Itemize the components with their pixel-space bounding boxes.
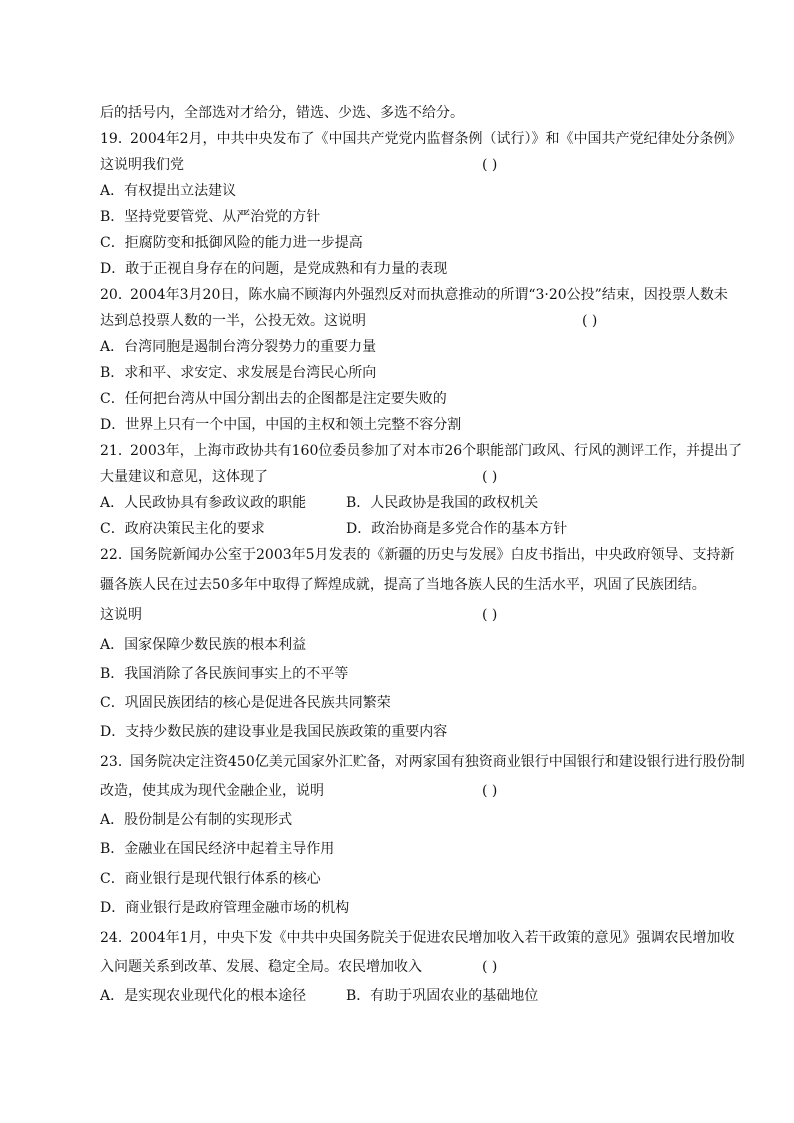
question-number: 24． (100, 930, 132, 946)
stem-line: 2003年，上海市政协共有160位委员参加了对本市26个职能部门政风、行风的测评工作，并提出了 (130, 443, 743, 459)
question-24-stem-2 (100, 957, 422, 979)
option-a: A．人民政协具有参政议政的职能 (100, 495, 307, 511)
option-row-cd (100, 519, 660, 541)
question-20-stem-2 (100, 311, 366, 333)
question-number: 19． (100, 131, 132, 147)
question-22-stem (100, 545, 735, 567)
question-23-stem-2 (100, 781, 324, 803)
question-23-stem (100, 752, 745, 774)
answer-blank: ( ) (482, 607, 498, 623)
stem-line: 国务院新闻办公室于2003年5月发表的《新疆的历史与发展》白皮书指出，中央政府领导、支持新 (130, 547, 735, 563)
option-b: B．求和平、求安定、求发展是台湾民心所向 (100, 365, 377, 381)
question-20-stem (100, 285, 728, 307)
stem-line: 2004年1月，中央下发《中共中央国务院关于促进农民增加收入若干政策的意见》强调农民增加收 (130, 930, 735, 946)
question-22-stem-3 (100, 605, 142, 627)
option-c: C．任何把台湾从中国分割出去的企图都是注定要失败的 (100, 391, 447, 407)
stem-line: 改造，使其成为现代金融企业，说明 (100, 783, 324, 799)
question-21-stem-2 (100, 467, 268, 489)
question-21-stem (100, 441, 742, 463)
option-d: D．支持少数民族的建设事业是我国民族政策的重要内容 (100, 724, 448, 740)
stem-line: 这说明 (100, 607, 142, 623)
instruction-text: 后的括号内，全部选对才给分，错选、少选、多选不给分。 (100, 105, 464, 121)
stem-line: 国务院决定注资450亿美元国家外汇贮备，对两家国有独资商业银行中国银行和建设银行进行股份制 (130, 754, 745, 770)
answer-blank: ( ) (582, 313, 598, 329)
stem-line: 入问题关系到改革、发展、稳定全局。农民增加收入 (100, 959, 422, 975)
question-number: 21． (100, 443, 132, 459)
stem-line: 大量建议和意见，这体现了 (100, 469, 268, 485)
option-b: B．我国消除了各民族间事实上的不平等 (100, 666, 349, 682)
option-b: B．坚持党要管党、从严治党的方针 (100, 209, 321, 225)
option-row-ab (100, 493, 660, 515)
option-b: B．金融业在国民经济中起着主导作用 (100, 841, 335, 857)
option-b: B．有助于巩固农业的基础地位 (346, 988, 539, 1004)
option-a: A．国家保障少数民族的根本利益 (100, 637, 307, 653)
option-a: A．股份制是公有制的实现形式 (100, 812, 293, 828)
question-number: 20． (100, 287, 132, 303)
stem-line: 疆各族人民在过去50多年中取得了辉煌成就，提高了当地各族人民的生活水平，巩固了民族团结。 (100, 577, 706, 593)
stem-line: 2004年3月20日，陈水扁不顾海内外强烈反对而执意推动的所谓“3·20公投”结束，因投票人数未 (130, 287, 728, 303)
answer-blank: ( ) (482, 157, 498, 173)
question-number: 23． (100, 754, 132, 770)
answer-blank: ( ) (482, 469, 498, 485)
option-row-ab (100, 986, 660, 1008)
option-c: C．政府决策民主化的要求 (100, 521, 265, 537)
answer-blank: ( ) (482, 959, 498, 975)
question-24-stem (100, 928, 735, 950)
option-d: D．世界上只有一个中国，中国的主权和领土完整不容分割 (100, 417, 462, 433)
stem-line: 这说明我们党 (100, 157, 184, 173)
stem-line: 达到总投票人数的一半，公投无效。这说明 (100, 313, 366, 329)
question-number: 22． (100, 547, 132, 563)
option-a: A．有权提出立法建议 (100, 183, 237, 199)
option-c: C．商业银行是现代银行体系的核心 (100, 871, 321, 887)
option-c: C．巩固民族团结的核心是促进各民族共同繁荣 (100, 695, 391, 711)
option-b: B．人民政协是我国的政权机关 (346, 495, 539, 511)
option-c: C．拒腐防变和抵御风险的能力进一步提高 (100, 235, 363, 251)
option-d: D．敢于正视自身存在的问题，是党成熟和有力量的表现 (100, 261, 448, 277)
question-22-stem-2 (100, 575, 706, 597)
question-19-stem (100, 129, 742, 151)
option-a: A．是实现农业现代化的根本途径 (100, 988, 307, 1004)
question-19-stem-2 (100, 155, 184, 177)
option-a: A．台湾同胞是遏制台湾分裂势力的重要力量 (100, 339, 377, 355)
option-d: D．政治协商是多党合作的基本方针 (346, 521, 568, 537)
option-d: D．商业银行是政府管理金融市场的机构 (100, 900, 350, 916)
answer-blank: ( ) (482, 783, 498, 799)
stem-line: 2004年2月，中共中央发布了《中国共产党党内监督条例（试行）》和《中国共产党纪律处分条例》 (130, 131, 742, 147)
